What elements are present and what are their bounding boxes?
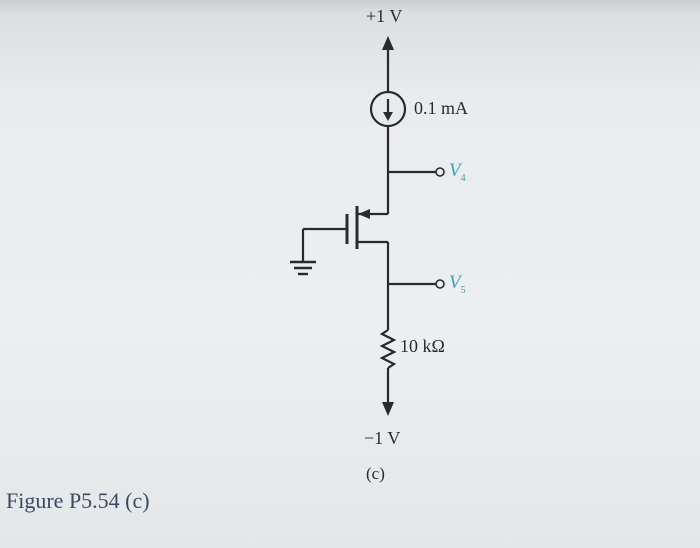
bottom-supply-arrow-icon [382, 402, 394, 416]
top-supply-arrow-icon [382, 36, 394, 50]
mosfet-arrow-icon [358, 209, 370, 219]
resistor-icon [382, 330, 394, 368]
node-v5-label: $V_5$ [449, 272, 466, 296]
figure-caption: Figure P5.54 (c) [6, 488, 150, 513]
v5-terminal-icon [436, 280, 444, 288]
node-v4-label: $V_4$ [449, 160, 466, 184]
subfigure-label: (c) [366, 464, 385, 483]
current-source-label: 0.1 mA [414, 98, 468, 118]
supply-bottom-label: −1 V [364, 428, 401, 448]
resistor-label: 10 kΩ [400, 336, 445, 356]
current-source-arrowhead [383, 112, 393, 121]
supply-top-label: +1 V [366, 6, 403, 26]
v4-terminal-icon [436, 168, 444, 176]
ground-icon [290, 262, 316, 274]
